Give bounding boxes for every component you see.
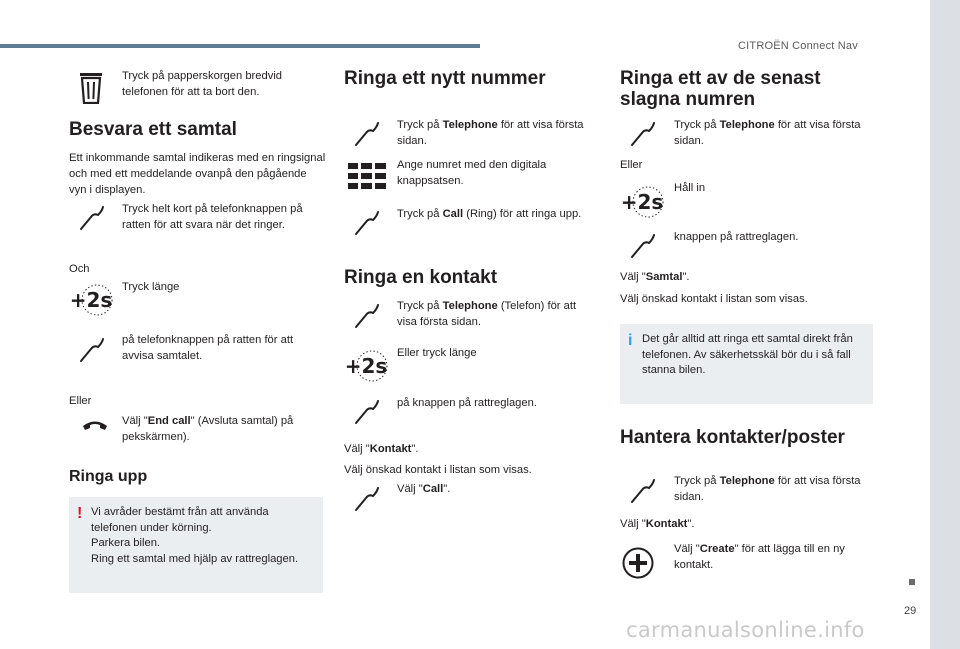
- reject-call-text: på telefonknappen på ratten för att avvisa samtalet.: [122, 334, 294, 362]
- answer-call-heading: Besvara ett samtal: [69, 119, 237, 140]
- long-press-label: +2s: [344, 354, 388, 378]
- page-edge-strip: [930, 0, 960, 649]
- new-number-step-keypad: Ange numret med den digitala knappsatsen.: [397, 159, 547, 187]
- section-end-mark: [909, 579, 915, 585]
- manage-contacts-heading: Hantera kontakter/poster: [620, 427, 845, 448]
- info-note-text: Det går alltid att ringa ett samtal direkt från telefonen. Av säkerhetsskäl bör du i så fall stanna bilen.: [642, 333, 853, 376]
- warning-line-1: Vi avråder bestämt från att använda telefonen under körning.: [91, 506, 269, 534]
- tap-icon: [354, 210, 380, 236]
- answer-call-intro: Ett inkommande samtal indikeras med en ringsignal och med ett meddelande ovanpå den pågående vyn i displayen.: [69, 152, 326, 196]
- brand-label: CITROËN Connect Nav: [738, 40, 858, 52]
- call-contact-heading: Ringa en kontakt: [344, 267, 498, 288]
- recent-step-telephone: Tryck på Telephone för att visa första sidan.: [674, 119, 861, 147]
- contact-or-long-press: Eller tryck länge: [397, 347, 477, 359]
- page-number: 29: [904, 605, 917, 617]
- choose-call-text: Välj "Call".: [397, 483, 451, 495]
- tap-icon: [630, 478, 656, 504]
- press-long-text: Tryck länge: [122, 281, 180, 293]
- och-label: Och: [69, 263, 90, 275]
- select-samtal-text: Välj "Samtal".: [620, 271, 690, 283]
- hang-up-icon: [81, 417, 109, 433]
- new-number-step-telephone: Tryck på Telephone för att visa första sidan.: [397, 119, 584, 147]
- eller-label: Eller: [69, 395, 92, 407]
- watermark: carmanualsonline.info: [626, 618, 865, 642]
- keypad-icon: [348, 163, 386, 189]
- tap-icon: [354, 399, 380, 425]
- trash-instruction: Tryck på papperskorgen bredvid telefonen för att ta bort den.: [122, 70, 283, 98]
- warning-line-3: Ring ett samtal med hjälp av rattreglagen.: [91, 552, 299, 565]
- create-contact-text: Välj "Create" för att lägga till en ny kontakt.: [674, 543, 845, 571]
- warning-note: [69, 497, 323, 593]
- tap-icon: [79, 205, 105, 231]
- call-heading: Ringa upp: [69, 468, 148, 485]
- select-kontakt-text: Välj "Kontakt".: [344, 443, 419, 455]
- end-call-instruction: Välj "End call" (Avsluta samtal) på pekskärmen).: [122, 415, 294, 443]
- long-press-label: +2s: [620, 190, 664, 214]
- tap-icon: [630, 233, 656, 259]
- choose-contact-text: Välj önskad kontakt i listan som visas.: [344, 464, 532, 476]
- add-icon: [622, 547, 654, 579]
- long-press-label: +2s: [69, 288, 113, 312]
- manage-select-kontakt: Välj "Kontakt".: [620, 518, 695, 530]
- wheel-text: knappen på rattreglagen.: [674, 231, 799, 243]
- eller-label: Eller: [620, 159, 643, 171]
- long-press-2s-icon: [69, 283, 115, 317]
- choose-contact-text: Välj önskad kontakt i listan som visas.: [620, 293, 808, 305]
- tap-icon: [354, 303, 380, 329]
- warning-line-2: Parkera bilen.: [91, 537, 161, 549]
- tap-icon: [630, 121, 656, 147]
- tap-icon: [354, 121, 380, 147]
- contact-wheel-text: på knappen på rattreglagen.: [397, 397, 537, 409]
- trash-icon: [79, 72, 103, 104]
- new-number-heading: Ringa ett nytt nummer: [344, 68, 546, 89]
- contact-step-telephone: Tryck på Telephone (Telefon) för att visa första sidan.: [397, 300, 577, 328]
- info-icon: i: [628, 332, 633, 349]
- hold-text: Håll in: [674, 182, 706, 194]
- recent-numbers-heading: Ringa ett av de senast slagna numren: [620, 68, 821, 110]
- manage-step-telephone: Tryck på Telephone för att visa första sidan.: [674, 475, 861, 503]
- warning-icon: !: [77, 505, 83, 522]
- answer-step-tap: Tryck helt kort på telefonknappen på ratten för att svara när det ringer.: [122, 203, 303, 231]
- tap-icon: [79, 337, 105, 363]
- info-note: [620, 324, 873, 404]
- tap-icon: [354, 486, 380, 512]
- long-press-2s-icon: [344, 349, 390, 383]
- header-rule: [0, 44, 480, 48]
- long-press-2s-icon: [620, 185, 666, 219]
- new-number-step-call: Tryck på Call (Ring) för att ringa upp.: [397, 208, 582, 220]
